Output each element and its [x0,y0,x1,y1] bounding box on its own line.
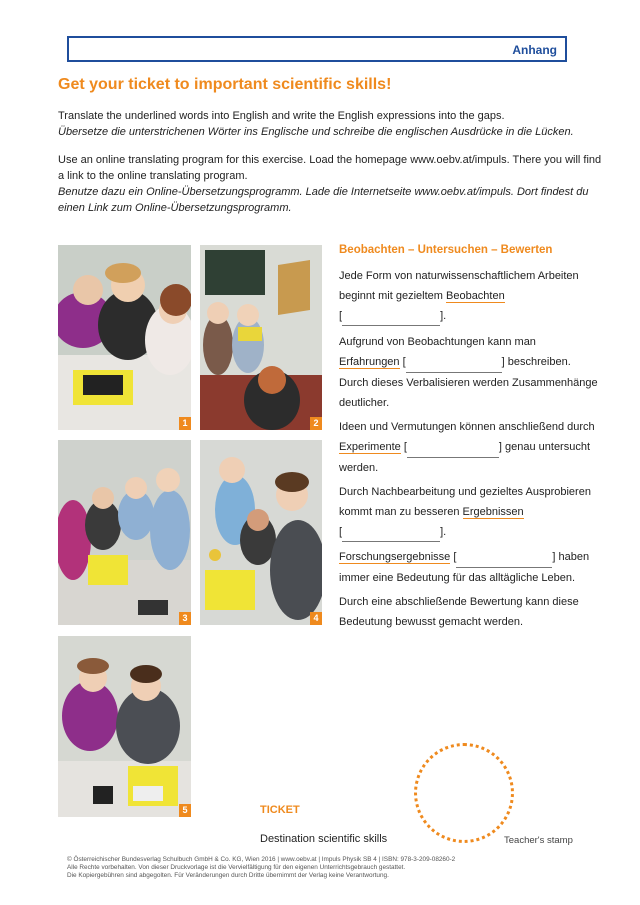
paragraph-research-results [339,547,601,588]
para-text: Aufgrund von Beobachtungen kann man [339,336,536,348]
para-text: Durch dieses Verbalisieren werden Zusammenhänge deutlicher. [339,377,598,409]
photo-number: 1 [179,417,191,430]
bracket-open: [ [453,551,457,563]
footer-line-3: Die Kopiergebühren sind abgegolten. Für Veränderungen durch Dritte übernimmt der Verlag keine Verantwortung. [67,872,389,879]
bracket-close: ]. [440,526,447,538]
photo-number: 4 [310,612,322,625]
section-title: Beobachten – Untersuchen – Bewerten [339,244,553,256]
ticket-label: TICKET [260,804,300,816]
header-label: Anhang [512,43,557,57]
underlined-word: Beobachten [446,290,505,302]
photo-4 [200,440,322,625]
instruction-en-2: Use an online translating program for this exercise. Load the homepage www.oebv.at/impuls. There you will find a link to the online translating program. [58,154,602,182]
answer-gap-3[interactable] [407,445,499,458]
photo-number: 5 [179,804,191,817]
ticket-destination: Destination scientific skills [260,833,388,845]
answer-gap-2[interactable] [406,360,502,373]
paragraph-experiments [339,417,601,478]
para-text: Ideen und Vermutungen können anschließend durch [339,421,595,433]
paragraph-evaluation [339,592,601,632]
instruction-de-2: Benutze dazu ein Online-Übersetzungsprogramm. Lade die Internetseite www.oebv.at/impuls. Dort findest du einen Link zum Online-Übersetzungsprogramm. [58,186,589,214]
para-text: Durch Nachbearbeitung und gezieltes Ausprobieren kommt man zu besseren [339,486,591,518]
instruction-de-1: Übersetze die unterstrichenen Wörter ins Englische und schreibe die englischen Ausdrücke in die Lücken. [58,126,574,138]
header-box [67,36,567,62]
underlined-word: Experimente [339,441,401,453]
photo-number: 3 [179,612,191,625]
bracket-open: [ [339,310,343,322]
paragraph-results [339,482,601,542]
bracket-open: [ [339,526,343,538]
bracket-close: ] haben immer eine Bedeutung für das alltägliche Leben. [339,551,590,584]
bracket-close: ]. [440,310,447,322]
bracket-close: ] beschreiben. [501,356,571,368]
footer-line-1: © Österreichischer Bundesverlag Schulbuch GmbH & Co. KG, Wien 2016 | www.oebv.at | Impuls Physik SB 4 | ISBN: 978-3-209-08260-2 [67,856,456,863]
underlined-word: Forschungsergebnisse [339,551,451,563]
underlined-word: Erfahrungen [339,356,400,368]
bracket-open: [ [403,441,407,453]
photo-1 [58,245,191,430]
photo-number: 2 [310,417,322,430]
page-title: Get your ticket to important scientific skills! [58,76,392,93]
answer-gap-4[interactable] [342,529,440,542]
stamp-circle [414,743,514,843]
para-text: Jede Form von naturwissenschaftlichem Arbeiten beginnt mit gezieltem [339,270,579,302]
photo-3 [58,440,191,625]
paragraph-observe [339,266,601,326]
paragraph-experience [339,332,601,413]
underlined-word: Ergebnissen [462,506,524,518]
photo-5 [58,636,191,817]
para-text: Durch eine abschließende Bewertung kann diese Bedeutung bewusst gemacht werden. [339,596,579,628]
instruction-en-1: Translate the underlined words into English and write the English expressions into the gaps. [58,110,505,122]
stamp-label: Teacher's stamp [504,835,573,846]
answer-gap-5[interactable] [456,555,552,568]
photo-2 [200,245,322,430]
answer-gap-1[interactable] [342,313,440,326]
bracket-close: ] genau untersucht werden. [339,441,591,474]
footer [67,856,607,880]
bracket-open: [ [402,356,406,368]
footer-line-2: Alle Rechte vorbehalten. Von dieser Druckvorlage ist die Vervielfältigung für den eigenen Unterrichtsgebrauch gestattet. [67,864,406,871]
